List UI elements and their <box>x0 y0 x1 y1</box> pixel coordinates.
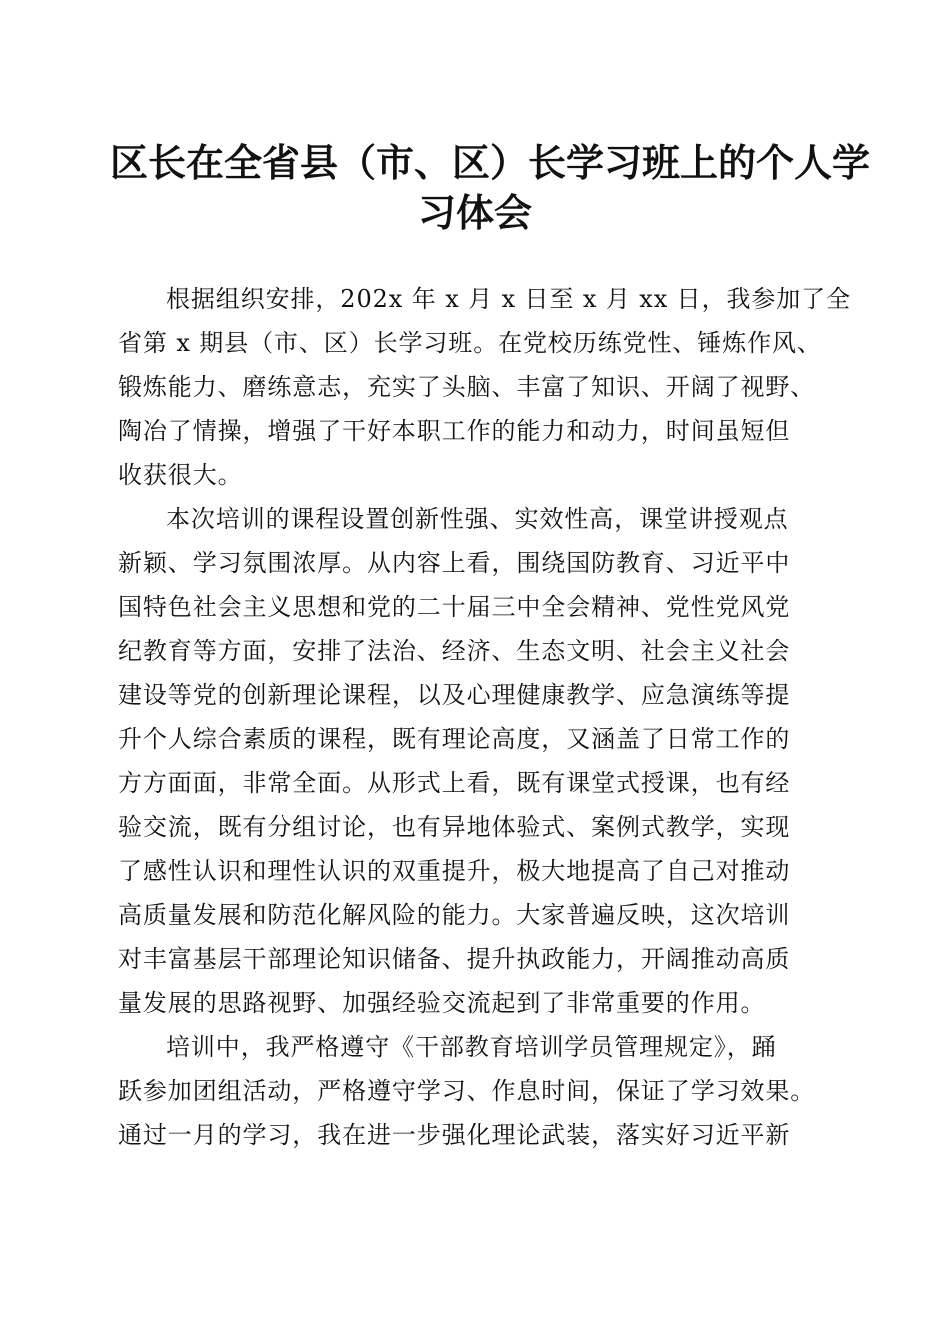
paragraph-line: 验交流，既有分组讨论，也有异地体验式、案例式教学，实现 <box>118 813 791 841</box>
paragraph-line: 升个人综合素质的课程，既有理论高度，又涵盖了日常工作的 <box>118 725 791 753</box>
paragraph-3 <box>118 1025 838 1157</box>
paragraph-line: 新颖、学习氛围浓厚。从内容上看，围绕国防教育、习近平中 <box>118 549 791 577</box>
paragraph-line: 纪教育等方面，安排了法治、经济、生态文明、社会主义社会 <box>118 637 791 665</box>
paragraph-line: 根据组织安排，202x 年 x 月 x 日至 x 月 xx 日，我参加了全 <box>166 285 851 313</box>
title-line-1: 区长在全省县（市、区）长学习班上的个人学 <box>110 140 871 185</box>
paragraph-line: 了感性认识和理性认识的双重提升，极大地提高了自己对推动 <box>118 857 791 885</box>
paragraph-line: 跃参加团组活动，严格遵守学习、作息时间，保证了学习效果。 <box>118 1077 816 1105</box>
paragraph-line: 高质量发展和防范化解风险的能力。大家普遍反映，这次培训 <box>118 901 791 929</box>
paragraph-line: 陶冶了情操，增强了干好本职工作的能力和动力，时间虽短但 <box>118 417 791 445</box>
paragraph-line: 建设等党的创新理论课程，以及心理健康教学、应急演练等提 <box>118 681 791 709</box>
paragraph-line: 对丰富基层干部理论知识储备、提升执政能力，开阔推动高质 <box>118 945 791 973</box>
paragraph-line: 收获很大。 <box>118 461 243 489</box>
paragraph-line: 通过一月的学习，我在进一步强化理论武装，落实好习近平新 <box>118 1121 791 1149</box>
paragraph-2 <box>118 497 838 1025</box>
page-title <box>110 138 871 238</box>
paragraph-line: 国特色社会主义思想和党的二十届三中全会精神、党性党风党 <box>118 593 791 621</box>
body-text <box>118 277 851 1157</box>
paragraph-line: 锻炼能力、磨练意志，充实了头脑、丰富了知识、开阔了视野、 <box>118 373 816 401</box>
paragraph-line: 方方面面，非常全面。从形式上看，既有课堂式授课，也有经 <box>118 769 791 797</box>
title-line-2: 习体会 <box>417 190 532 235</box>
paragraph-line: 省第 x 期县（市、区）长学习班。在党校历练党性、锤炼作风、 <box>118 329 822 357</box>
paragraph-1 <box>118 277 851 497</box>
paragraph-line: 本次培训的课程设置创新性强、实效性高，课堂讲授观点 <box>166 505 789 533</box>
paragraph-line: 培训中，我严格遵守《干部教育培训学员管理规定》，踊 <box>166 1033 777 1061</box>
paragraph-line: 量发展的思路视野、加强经验交流起到了非常重要的作用。 <box>118 989 766 1017</box>
